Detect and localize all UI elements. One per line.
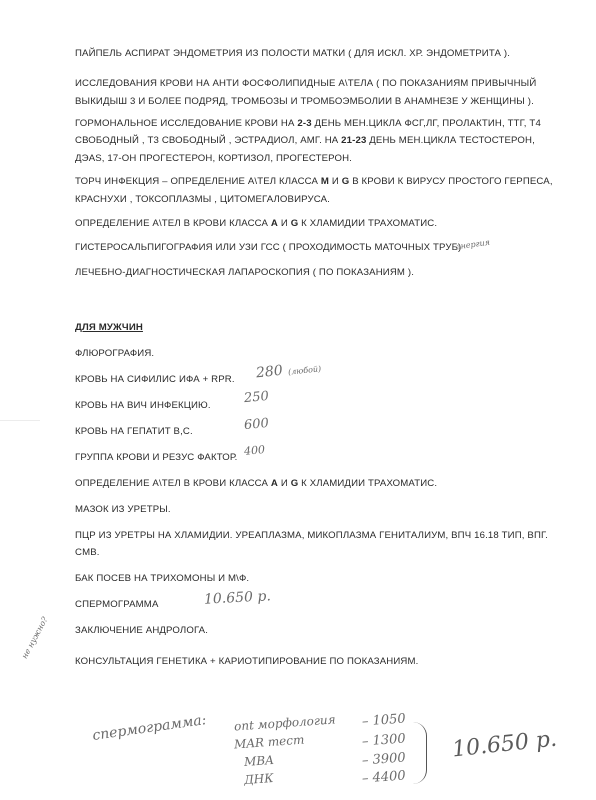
item-hepatitis: КРОВЬ НА ГЕПАТИТ В,С. [75,426,193,437]
handnote-breakdown-label-2: MAR тест [233,732,305,752]
handnote-breakdown-value-2: – 1300 [361,731,407,750]
item-blood-group: ГРУППА КРОВИ И РЕЗУС ФАКТОР. [75,452,238,463]
item-torch-line1: ТОРЧ ИНФЕКЦИЯ – ОПРЕДЕЛЕНИЕ А\ТЕЛ КЛАССА М И G В КРОВИ К ВИРУСУ ПРОСТОГО ГЕРПЕСА, [75,176,553,187]
handnote-breakdown-title: спермограмма: [91,712,208,744]
handnote-breakdown-label-1: ont морфология [233,712,337,734]
handnote-spermogram-price: 10.650 р. [203,588,272,608]
handnote-breakdown-label-3: MBA [243,752,275,770]
item-torch-line2: КРАСНУХИ , ТОКСОПЛАЗМЫ , ЦИТОМЕГАЛОВИРУСА. [75,194,330,205]
item-spermogram: СПЕРМОГРАММА [75,599,159,610]
handnote-syphilis-price: 280 [255,362,284,382]
handnote-breakdown-label-4: ДНК [243,770,274,788]
item-antiphospholipid-line2: ВЫКИДЫШ 3 И БОЛЕЕ ПОДРЯД, ТРОМБОЗЫ И ТРОМБОЭМБОЛИИ В АНАМНЕЗЕ У ЖЕНЩИНЫ ). [75,96,534,107]
item-laparoscopy: ЛЕЧЕБНО-ДИАГНОСТИЧЕСКАЯ ЛАПАРОСКОПИЯ ( ПО ПОКАЗАНИЯМ ). [75,267,415,278]
item-hiv: КРОВЬ НА ВИЧ ИНФЕКЦИЮ. [75,400,211,411]
item-urethral-smear: МАЗОК ИЗ УРЕТРЫ. [75,504,171,515]
item-chlamydia-men: ОПРЕДЕЛЕНИЕ А\ТЕЛ В КРОВИ КЛАССА А И G К ХЛАМИДИИ ТРАХОМАТИС. [75,478,438,489]
handnote-hiv-price: 250 [243,388,270,407]
item-bacterial-culture: БАК ПОСЕВ НА ТРИХОМОНЫ И М\Ф. [75,573,250,584]
item-pcr-line1: ПЦР ИЗ УРЕТРЫ НА ХЛАМИДИИ. УРЕАПЛАЗМА, МИКОПЛАЗМА ГЕНИТАЛИУМ, ВПЧ 16.18 ТИП, ВПГ. [75,530,548,541]
item-hormonal-line2: СВОБОДНЫЙ , Т3 СВОБОДНЫЙ , ЭСТРАДИОЛ, АМГ. НА 21-23 ДЕНЬ МЕН.ЦИКЛА ТЕСТОСТЕРОН, [75,135,535,146]
item-andrologist: ЗАКЛЮЧЕНИЕ АНДРОЛОГА. [75,625,209,636]
scan-artifact [0,420,40,421]
handnote-hsg: энергия [455,237,491,252]
handnote-blood-group-price: 400 [243,443,266,458]
item-hsg: ГИСТЕРОСАЛЬПИГОГРАФИЯ ИЛИ УЗИ ГСС ( ПРОХОДИМОСТЬ МАТОЧНЫХ ТРУБ) [75,242,462,253]
item-syphilis: КРОВЬ НА СИФИЛИС ИФА + RPR. [75,374,235,385]
handnote-breakdown-value-3: – 3900 [361,750,407,769]
item-pcr-line2: CMB. [75,547,100,558]
item-antiphospholipid-line1: ИССЛЕДОВАНИЯ КРОВИ НА АНТИ ФОСФОЛИПИДНЫЕ А\ТЕЛА ( ПО ПОКАЗАНИЯМ ПРИВЫЧНЫЙ [75,78,537,89]
handnote-breakdown-value-4: – 4400 [361,768,407,787]
men-heading: ДЛЯ МУЖЧИН [75,322,143,333]
handnote-breakdown-value-1: – 1050 [361,711,407,730]
handnote-breakdown-total: 10.650 р. [450,726,559,763]
handnote-syphilis-note: (любой) [287,364,322,377]
handnote-brace [408,722,427,784]
handnote-margin: не нужно? [20,615,50,661]
item-geneticist: КОНСУЛЬТАЦИЯ ГЕНЕТИКА + КАРИОТИПИРОВАНИЕ ПО ПОКАЗАНИЯМ. [75,656,419,667]
item-chlamydia-women: ОПРЕДЕЛЕНИЕ А\ТЕЛ В КРОВИ КЛАССА А И G К ХЛАМИДИИ ТРАХОМАТИС. [75,218,438,229]
item-hormonal-line3: ДЭАS, 17-ОН ПРОГЕСТЕРОН, КОРТИЗОЛ, ПРОГЕСТЕРОН. [75,153,352,164]
handnote-hepatitis-price: 600 [243,415,270,434]
item-fluorography: ФЛЮРОГРАФИЯ. [75,348,155,359]
item-pipelle-aspirate: ПАЙПЕЛЬ АСПИРАТ ЭНДОМЕТРИЯ ИЗ ПОЛОСТИ МАТКИ ( ДЛЯ ИСКЛ. ХР. ЭНДОМЕТРИТА ). [75,48,511,59]
item-hormonal-line1: ГОРМОНАЛЬНОЕ ИССЛЕДОВАНИЕ КРОВИ НА 2-3 ДЕНЬ МЕН.ЦИКЛА ФСГ,ЛГ, ПРОЛАКТИН, ТТГ, Т4 [75,118,541,129]
